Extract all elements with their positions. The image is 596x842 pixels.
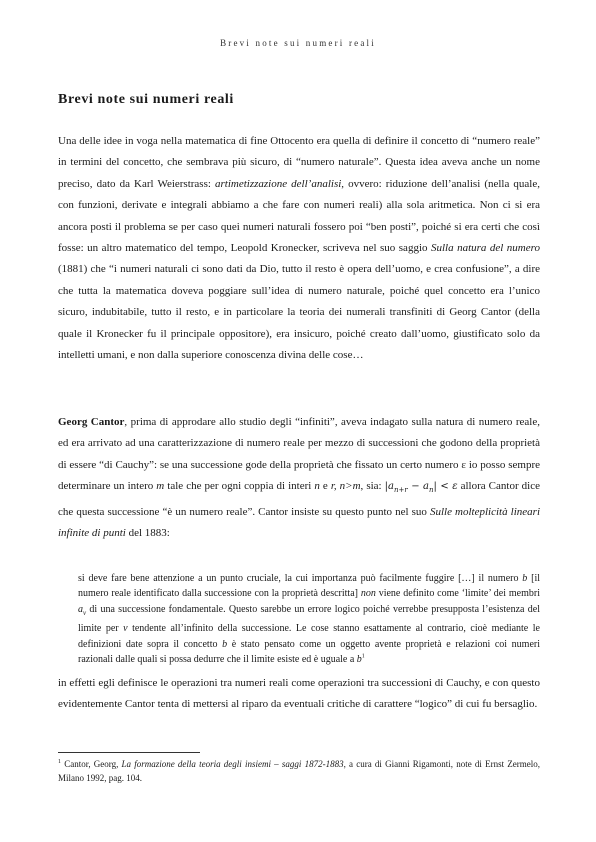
- footnote-number: 1: [58, 759, 61, 765]
- footnote: $^1$ Cantor, Georg, La formazione della teoria degli insiemi – saggi 1872-1883, a cura di Gianni Rigamonti, note di Ernst Zermelo, Milano 1992, pag. 104.: [58, 759, 540, 783]
- footnote-divider: [58, 752, 200, 753]
- paragraph-3: in effetti egli definisce le operazioni tra numeri reali come operazioni tra successioni di Cauchy, e con questo evidentemente Cantor tenta di mettersi al riparo da eventuali critiche di carattere “logico” di cui fu bersaglio.: [58, 677, 540, 711]
- text: Una delle idee in voga nella matematica di fine Ottocento era quella di definire il concetto di “numero reale” in termini del concetto, che sembrava più sicuro, di “numero naturale”. Questa idea aveva anche un nome preciso, dato da Karl Weierstrass:: [58, 135, 540, 190]
- var-n: n: [314, 480, 320, 493]
- text: e: [319, 480, 331, 493]
- section-title: Brevi note sui numeri reali: [58, 92, 234, 107]
- var-r: r, n>m: [330, 480, 361, 493]
- italic-term: artimetizzazione dell’analisi: [215, 177, 342, 190]
- paragraph-1: [58, 131, 540, 366]
- block-quote: si deve fare bene attenzione a un punto cruciale, la cui importanza può facilmente fuggire […] il numero b [il numero reale identificato dalla successione con la proprietà descritta] non viene definito come ‘limite’ dei membri $a_\nu$ di una successione fondamentale. Questo sarebbe un errore logico poiché verrebbe presupposta l’esistenza del limite per ν tendente all’infinito della successione. Le cose stanno esattamente al contrario, cioè mediante le definizioni date sopra il concetto b è stato pensato come un oggetto avente proprietà e relazioni coi numeri razionali dalle quali si possa dedurre che il limite esiste ed è uguale a $b^1$: [78, 573, 540, 666]
- text: , ovvero: riduzione dell’analisi (nella quale, con funzioni, derivate e integrali abbiamo a che fare con numeri reali) alla sola aritmetica. Non ci si era ancora posti il problema se per caso quei numeri naturali fossero poi “ben posti”, poiché si era certi che così fosse: un altro matematico del tempo, Leopold Kronecker, scriveva nel suo saggio: [58, 177, 540, 255]
- var-b: b: [522, 573, 528, 584]
- book-title: Sulla natura del numero: [430, 242, 540, 255]
- text: allora Cantor dice che questa successione “è un numero reale”. Cantor insiste su questo punto nel suo: [58, 480, 540, 518]
- text: tale che per ogni coppia di interi: [164, 480, 315, 493]
- paragraph-2: [58, 412, 540, 544]
- var-nu: ν: [123, 623, 128, 635]
- footnote-ref[interactable]: 1: [361, 653, 365, 660]
- text: , sia:: [360, 480, 385, 493]
- var-b: b: [222, 638, 228, 650]
- var-b: b: [356, 654, 362, 666]
- var-a: a: [78, 603, 83, 615]
- text: (1881) che “i numeri naturali ci sono dati da Dio, tutto il resto è opera dell’uomo, e crea confusione”, a dire che tutta la matematica doveva poggiare sull’idea di numero naturale, poiché quel concetto era l’unico sicuro, indubitabile, tutto il resto, e in particolare la teoria dei numerali transfiniti di Georg Cantor (della quale il Kronecker fu il principale oppositore), era insicuro, poiché creato dall’uomo, giustificato solo da intelletti umani, e non dalla superiore conoscenza divina delle cose…: [58, 263, 540, 362]
- text: del 1883:: [125, 527, 170, 540]
- cauchy-formula: $|a_{n+r} - a_n| < \varepsilon$: [384, 481, 458, 495]
- book-title: La formazione della teoria degli insiemi – saggi 1872-1883: [121, 759, 344, 769]
- text: , prima di approdare allo studio degli “infiniti”, aveva indagato sulla natura di numero reale, ed era arrivato ad una caratterizzazione di numero reale per mezzo di successioni che godono della proprietà di essere “di Cauchy”: se una successione gode della proprietà che fissato un certo numero ε io posso sempre determinare un intero: [58, 416, 540, 493]
- var-m: m: [156, 480, 165, 493]
- bold-name: Georg Cantor: [58, 416, 125, 428]
- book-title: Sulle molteplicità lineari infinite di punti: [58, 505, 540, 540]
- italic-non: non: [360, 588, 376, 600]
- running-header: Brevi note sui numeri reali: [220, 38, 376, 48]
